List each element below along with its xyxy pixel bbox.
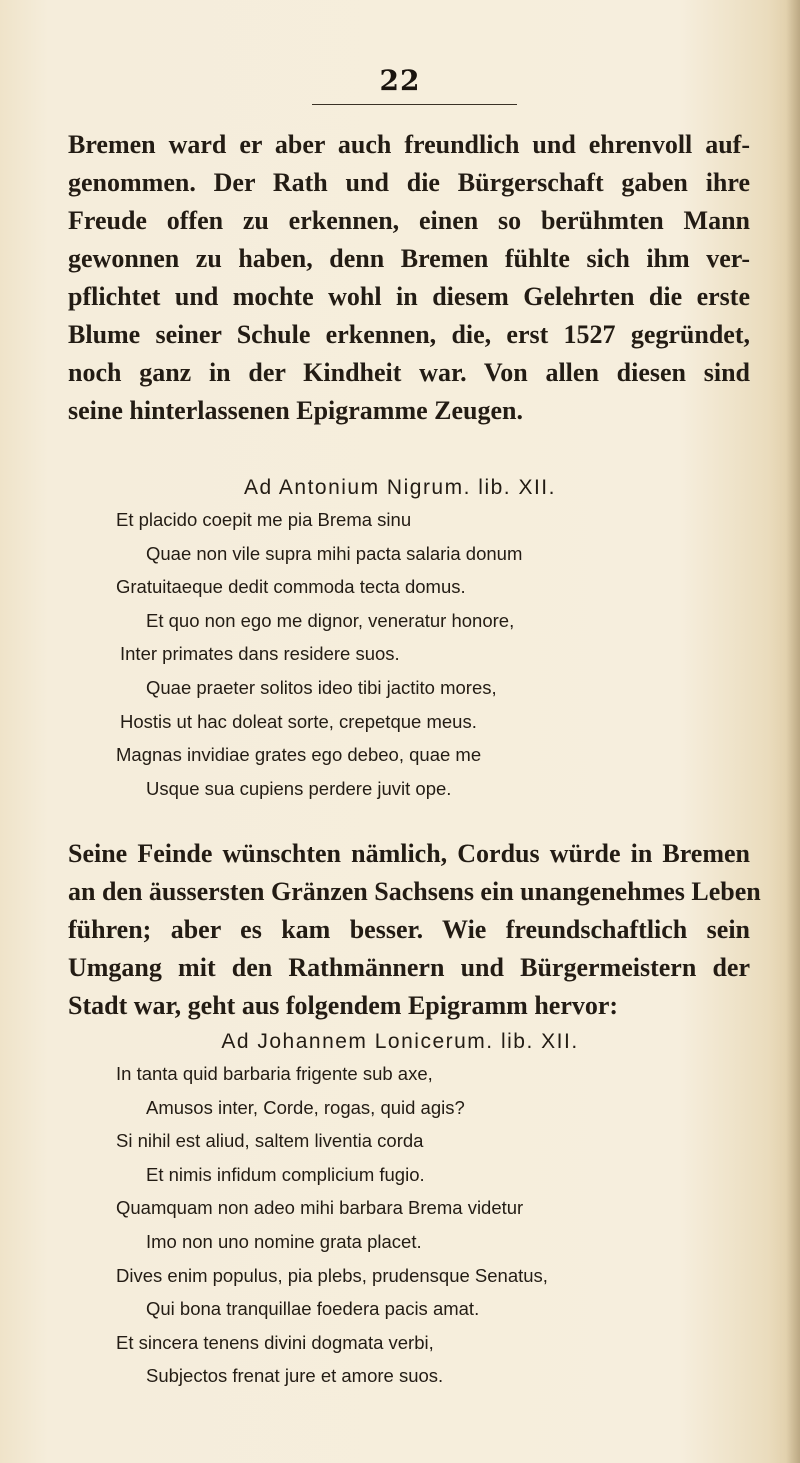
paragraph-line: Seine Feinde wünschten nämlich, Cordus würde in Bremen [68,839,750,868]
paragraph-line: an den äussersten Gränzen Sachsens ein unangenehmes Leben [68,877,761,906]
poem-line: Quamquam non adeo mihi barbara Brema videtur [116,1197,524,1219]
poem-line: Si nihil est aliud, saltem liventia corda [116,1130,424,1152]
paragraph-line: Freude offen zu erkennen, einen so berühmten Mann [68,206,750,235]
poem-line: Gratuitaeque dedit commoda tecta domus. [116,576,466,598]
poem-1 [0,503,800,805]
poem-line: Amusos inter, Corde, rogas, quid agis? [146,1096,465,1118]
poem-line: Magnas invidiae grates ego debeo, quae me [116,744,482,766]
paragraph-2 [68,835,761,1025]
poem-line: Hostis ut hac doleat sorte, crepetque meus. [120,710,477,732]
paragraph-line: Blume seiner Schule erkennen, die, erst 1527 gegründet, [68,320,750,349]
poem-line: Imo non uno nomine grata placet. [146,1230,422,1252]
poem-line: Inter primates dans residere suos. [120,643,400,665]
poem-line: Qui bona tranquillae foedera pacis amat. [146,1298,480,1320]
poem-1-heading: Ad Antonium Nigrum. lib. XII. [244,476,556,499]
poem-line: Et nimis infidum complicium fugio. [146,1163,425,1185]
poem-line: Et quo non ego me dignor, veneratur honore, [146,609,515,631]
paragraph-line: Umgang mit den Rathmännern und Bürgermeistern der [68,953,750,982]
paragraph-line: pflichtet und mochte wohl in diesem Gelehrten die erste [68,282,750,311]
paragraph-line: noch ganz in der Kindheit war. Von allen diesen sind [68,358,750,387]
paragraph-line: führen; aber es kam besser. Wie freundschaftlich sein [68,915,750,944]
poem-2-heading: Ad Johannem Lonicerum. lib. XII. [221,1030,579,1053]
poem-line: Usque sua cupiens perdere juvit ope. [146,777,452,799]
paragraph-line: genommen. Der Rath und die Bürgerschaft gaben ihre [68,168,750,197]
paragraph-line: gewonnen zu haben, denn Bremen fühlte sich ihm ver- [68,244,750,273]
paragraph-line: seine hinterlassenen Epigramme Zeugen. [68,396,523,425]
poem-line: Subjectos frenat jure et amore suos. [146,1365,444,1387]
poem-2 [0,1057,800,1393]
paragraph-line: Stadt war, geht aus folgendem Epigramm hervor: [68,991,619,1020]
header-rule [312,104,517,105]
poem-line: In tanta quid barbaria frigente sub axe, [116,1063,433,1084]
paragraph-line: Bremen ward er aber auch freundlich und ehrenvoll auf- [68,130,750,159]
poem-line: Et sincera tenens divini dogmata verbi, [116,1331,434,1353]
poem-line: Quae praeter solitos ideo tibi jactito mores, [146,676,497,698]
poem-line: Et placido coepit me pia Brema sinu [116,509,412,530]
page-number: 22 [379,64,421,97]
paragraph-1 [68,126,750,430]
poem-line: Quae non vile supra mihi pacta salaria donum [146,542,523,564]
poem-line: Dives enim populus, pia plebs, prudensque Senatus, [116,1264,548,1286]
